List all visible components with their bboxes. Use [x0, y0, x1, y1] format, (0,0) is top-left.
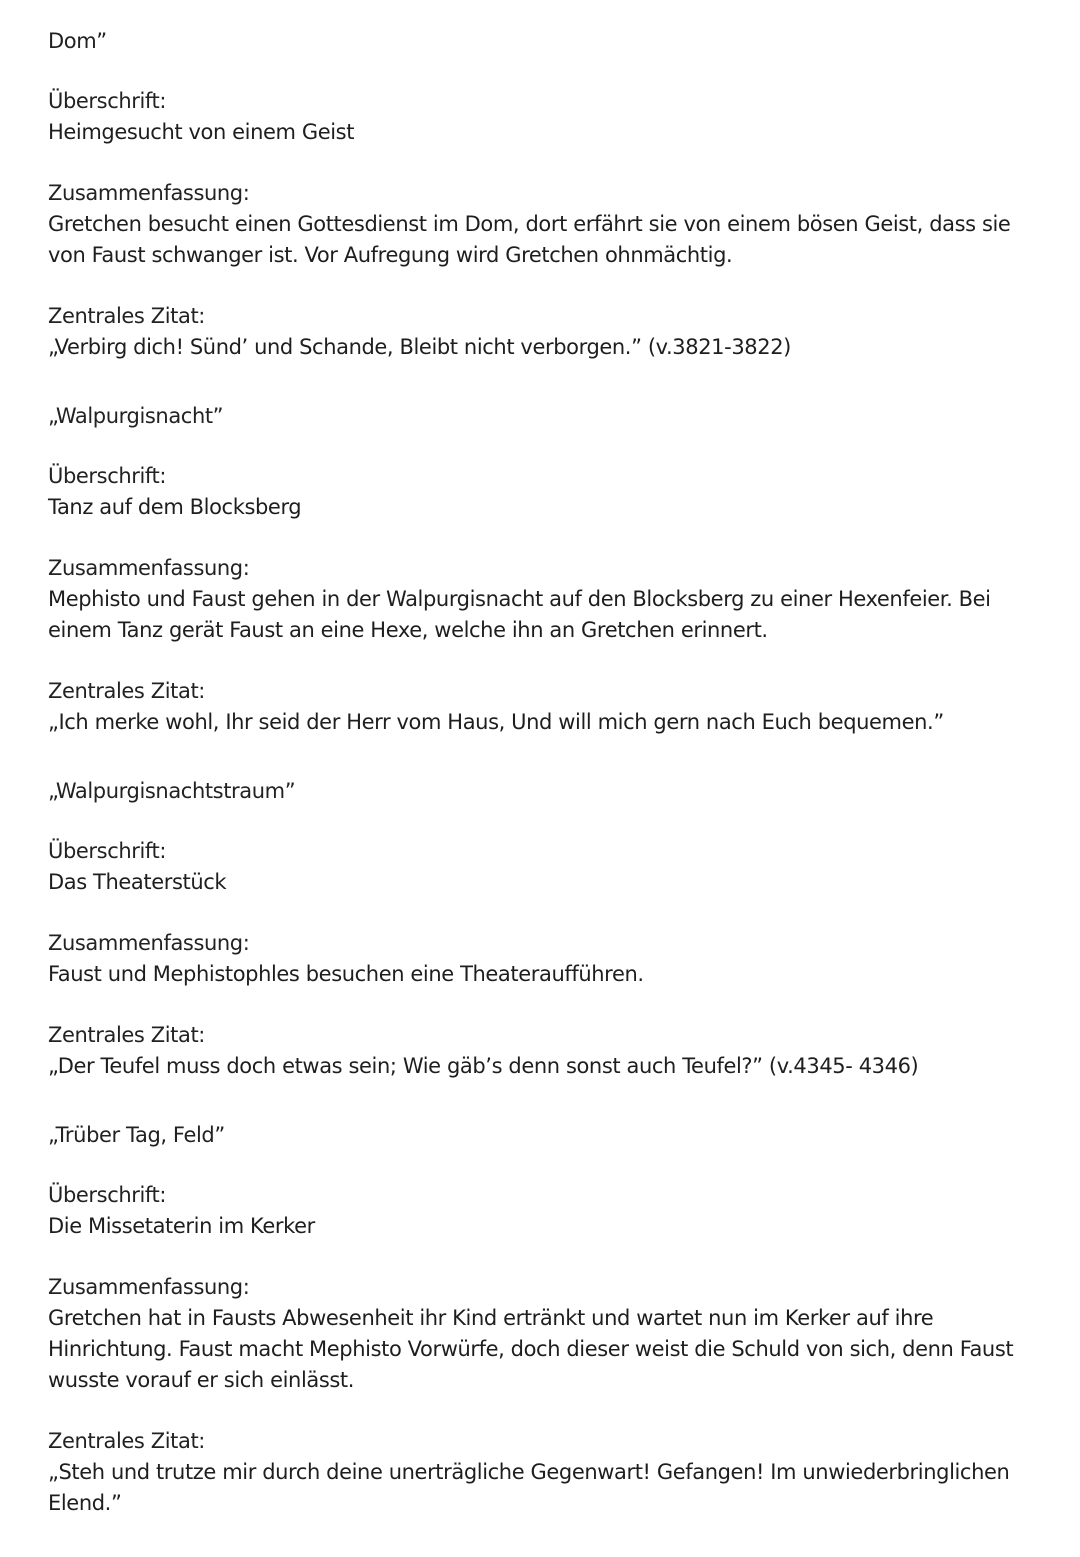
scene-title: „Trüber Tag, Feld”: [48, 1120, 229, 1150]
scene-title: „Walpurgisnachtstraum”: [48, 776, 299, 806]
summary-text: Mephisto und Faust gehen in der Walpurgisnacht auf den Blocksberg zu einer Hexenfeier. Bei einem Tanz gerät Faust an eine Hexe, welche ihn an Gretchen erinnert.: [48, 587, 991, 642]
scene-section-walpurgisnacht: [48, 401, 1038, 738]
heading-label: Überschrift:: [48, 839, 167, 863]
document-page: [48, 26, 1038, 1557]
heading-block: [48, 1180, 1038, 1242]
heading-block: [48, 836, 1038, 898]
heading-text: Tanz auf dem Blocksberg: [48, 495, 302, 519]
heading-text: Das Theaterstück: [48, 870, 227, 894]
scene-title: „Walpurgisnacht”: [48, 401, 227, 431]
quote-text: „Ich merke wohl, Ihr seid der Herr vom Haus, Und will mich gern nach Euch bequemen.”: [48, 710, 944, 734]
quote-text: „Verbirg dich! Sünd’ und Schande, Bleibt nicht verborgen.” (v.3821-3822): [48, 335, 791, 359]
quote-block: [48, 1020, 1038, 1082]
quote-block: [48, 301, 1038, 363]
summary-label: Zusammenfassung:: [48, 1275, 250, 1299]
quote-label: Zentrales Zitat:: [48, 679, 205, 703]
summary-block: [48, 1272, 1038, 1396]
summary-text: Gretchen besucht einen Gottesdienst im Dom, dort erfährt sie von einem bösen Geist, dass sie von Faust schwanger ist. Vor Aufregung wird Gretchen ohnmächtig.: [48, 212, 1011, 267]
summary-label: Zusammenfassung:: [48, 181, 250, 205]
heading-label: Überschrift:: [48, 1183, 167, 1207]
summary-block: [48, 553, 1038, 646]
scene-section-dom: [48, 26, 1038, 363]
quote-label: Zentrales Zitat:: [48, 1429, 205, 1453]
heading-block: [48, 461, 1038, 523]
scene-title: Dom”: [48, 26, 111, 56]
heading-block: [48, 86, 1038, 148]
quote-label: Zentrales Zitat:: [48, 304, 205, 328]
scene-section-trueber-tag-feld: [48, 1120, 1038, 1519]
summary-text: Gretchen hat in Fausts Abwesenheit ihr Kind ertränkt und wartet nun im Kerker auf ihre Hinrichtung. Faust macht Mephisto Vorwürfe, doch dieser weist die Schuld von sich, denn Faust wusste vorauf er sich einlässt.: [48, 1306, 1014, 1392]
heading-label: Überschrift:: [48, 464, 167, 488]
summary-text: Faust und Mephistophles besuchen eine Theateraufführen.: [48, 962, 644, 986]
heading-label: Überschrift:: [48, 89, 167, 113]
summary-label: Zusammenfassung:: [48, 931, 250, 955]
heading-text: Die Missetaterin im Kerker: [48, 1214, 315, 1238]
summary-block: [48, 928, 1038, 990]
quote-text: „Steh und trutze mir durch deine unerträgliche Gegenwart! Gefangen! Im unwiederbringlichen Elend.”: [48, 1460, 1010, 1515]
quote-label: Zentrales Zitat:: [48, 1023, 205, 1047]
quote-text: „Der Teufel muss doch etwas sein; Wie gäb’s denn sonst auch Teufel?” (v.4345- 4346): [48, 1054, 919, 1078]
summary-block: [48, 178, 1038, 271]
quote-block: [48, 1426, 1038, 1519]
heading-text: Heimgesucht von einem Geist: [48, 120, 355, 144]
quote-block: [48, 676, 1038, 738]
summary-label: Zusammenfassung:: [48, 556, 250, 580]
scene-section-walpurgisnachtstraum: [48, 776, 1038, 1082]
